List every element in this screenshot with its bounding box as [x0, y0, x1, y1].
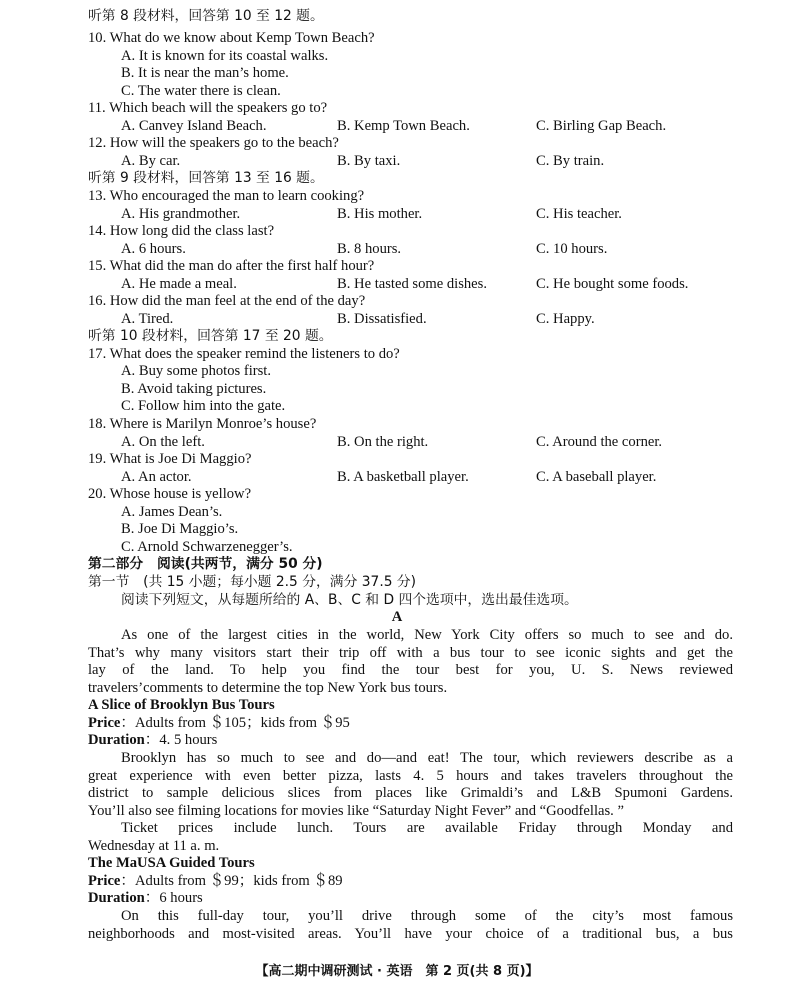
reading-section-title: 第一节 (共 15 小题；每小题 2.5 分，满分 37.5 分)	[88, 574, 417, 590]
question-stem: 12. How will the speakers go to the beach?	[88, 135, 339, 151]
page-footer: 【高二期中调研测试 · 英语 第 2 页(共 8 页)】	[255, 964, 539, 979]
question-stem: 18. Where is Marilyn Monroe’s house?	[88, 416, 317, 432]
question-10	[0, 30, 794, 48]
question-17	[0, 346, 794, 364]
question-stem: 13. Who encouraged the man to learn cooking?	[88, 188, 365, 204]
question-stem: 15. What did the man do after the first half hour?	[88, 258, 375, 274]
tour2-duration: Duration：6 hours	[88, 890, 203, 906]
question-stem: 19. What is Joe Di Maggio?	[88, 451, 252, 467]
question-15	[0, 258, 794, 276]
tour1-title: A Slice of Brooklyn Bus Tours	[88, 697, 275, 713]
question-12	[0, 135, 794, 153]
question-20-option-b: B. Joe Di Maggio’s.	[121, 521, 239, 537]
question-10-option-c: C. The water there is clean.	[121, 83, 281, 99]
question-15-options: A. He made a meal. B. He tasted some dishes. C. He bought some foods.	[121, 276, 689, 292]
question-stem: 10. What do we know about Kemp Town Beach?	[88, 30, 375, 46]
question-11	[0, 100, 794, 118]
listening-header-9: 听第 9 段材料，回答第 13 至 16 题。	[88, 170, 324, 186]
tour1-paragraph-1: Brooklyn has so much to see and do—and eat! The tour, which reviewers describe as a great experience with even better pizza, lasts 4. 5 hours and takes travelers throughout the district to sample delicious slices from places like Grimaldi’s and L&B Spumoni Gardens. You’ll also see filming locations for movies like “Saturday Night Fever” and “Goodfellas. ”	[88, 750, 733, 819]
tour2-paragraph-1: On this full-day tour, you’ll drive through some of the city’s most famous neighborhoods and most-visited areas. You’ll have your choice of a traditional bus, a bus	[88, 908, 733, 942]
tour1-paragraph-2: Ticket prices include lunch. Tours are available Friday through Monday and Wednesday at 11 a. m.	[88, 820, 733, 854]
reading-instruction: 阅读下列短文，从每题所给的 A、B、C 和 D 四个选项中，选出最佳选项。	[121, 592, 578, 608]
tour1-duration: Duration：4. 5 hours	[88, 732, 218, 748]
question-13-options: A. His grandmother. B. His mother. C. His teacher.	[121, 206, 622, 222]
question-stem: 16. How did the man feel at the end of the day?	[88, 293, 366, 309]
listening-header-8: 听第 8 段材料，回答第 10 至 12 题。	[88, 8, 324, 24]
passage-intro: As one of the largest cities in the world, New York City offers so much to see and do. That’s why many visitors start their trip off with a bus tour to see iconic sights and get the lay of the land. To help you find the tour best for you, U. S. News reviewed travelers’comments to determine the top New York bus tours.	[88, 627, 733, 696]
question-20-option-c: C. Arnold Schwarzenegger’s.	[121, 539, 293, 555]
question-stem: 20. Whose house is yellow?	[88, 486, 252, 502]
question-18-options: A. On the left. B. On the right. C. Around the corner.	[121, 434, 663, 450]
reading-part-title: 第二部分 阅读(共两节，满分 50 分)	[88, 556, 323, 572]
question-10-option-b: B. It is near the man’s home.	[121, 65, 289, 81]
question-stem: 11. Which beach will the speakers go to?	[88, 100, 328, 116]
question-17-option-b: B. Avoid taking pictures.	[121, 381, 267, 397]
question-20	[0, 486, 794, 504]
question-10-option-a: A. It is known for its coastal walks.	[121, 48, 329, 64]
question-17-option-c: C. Follow him into the gate.	[121, 398, 286, 414]
tour1-price: Price：Adults from ＄105；kids from ＄95	[88, 715, 350, 731]
passage-label: A	[391, 609, 403, 625]
question-16-options: A. Tired. B. Dissatisfied. C. Happy.	[121, 311, 595, 327]
question-18	[0, 416, 794, 434]
question-14-options: A. 6 hours. B. 8 hours. C. 10 hours.	[121, 241, 608, 257]
question-13	[0, 188, 794, 206]
question-19	[0, 451, 794, 469]
question-stem: 14. How long did the class last?	[88, 223, 275, 239]
question-14	[0, 223, 794, 241]
tour2-price: Price：Adults from ＄99；kids from ＄89	[88, 873, 343, 889]
question-16	[0, 293, 794, 311]
question-20-option-a: A. James Dean’s.	[121, 504, 223, 520]
listening-header-10: 听第 10 段材料，回答第 17 至 20 题。	[88, 328, 333, 344]
question-17-option-a: A. Buy some photos first.	[121, 363, 271, 379]
question-19-options: A. An actor. B. A basketball player. C. A baseball player.	[121, 469, 657, 485]
question-stem: 17. What does the speaker remind the listeners to do?	[88, 346, 400, 362]
question-11-options: A. Canvey Island Beach. B. Kemp Town Beach. C. Birling Gap Beach.	[121, 118, 667, 134]
question-12-options: A. By car. B. By taxi. C. By train.	[121, 153, 605, 169]
tour2-title: The MaUSA Guided Tours	[88, 855, 255, 871]
